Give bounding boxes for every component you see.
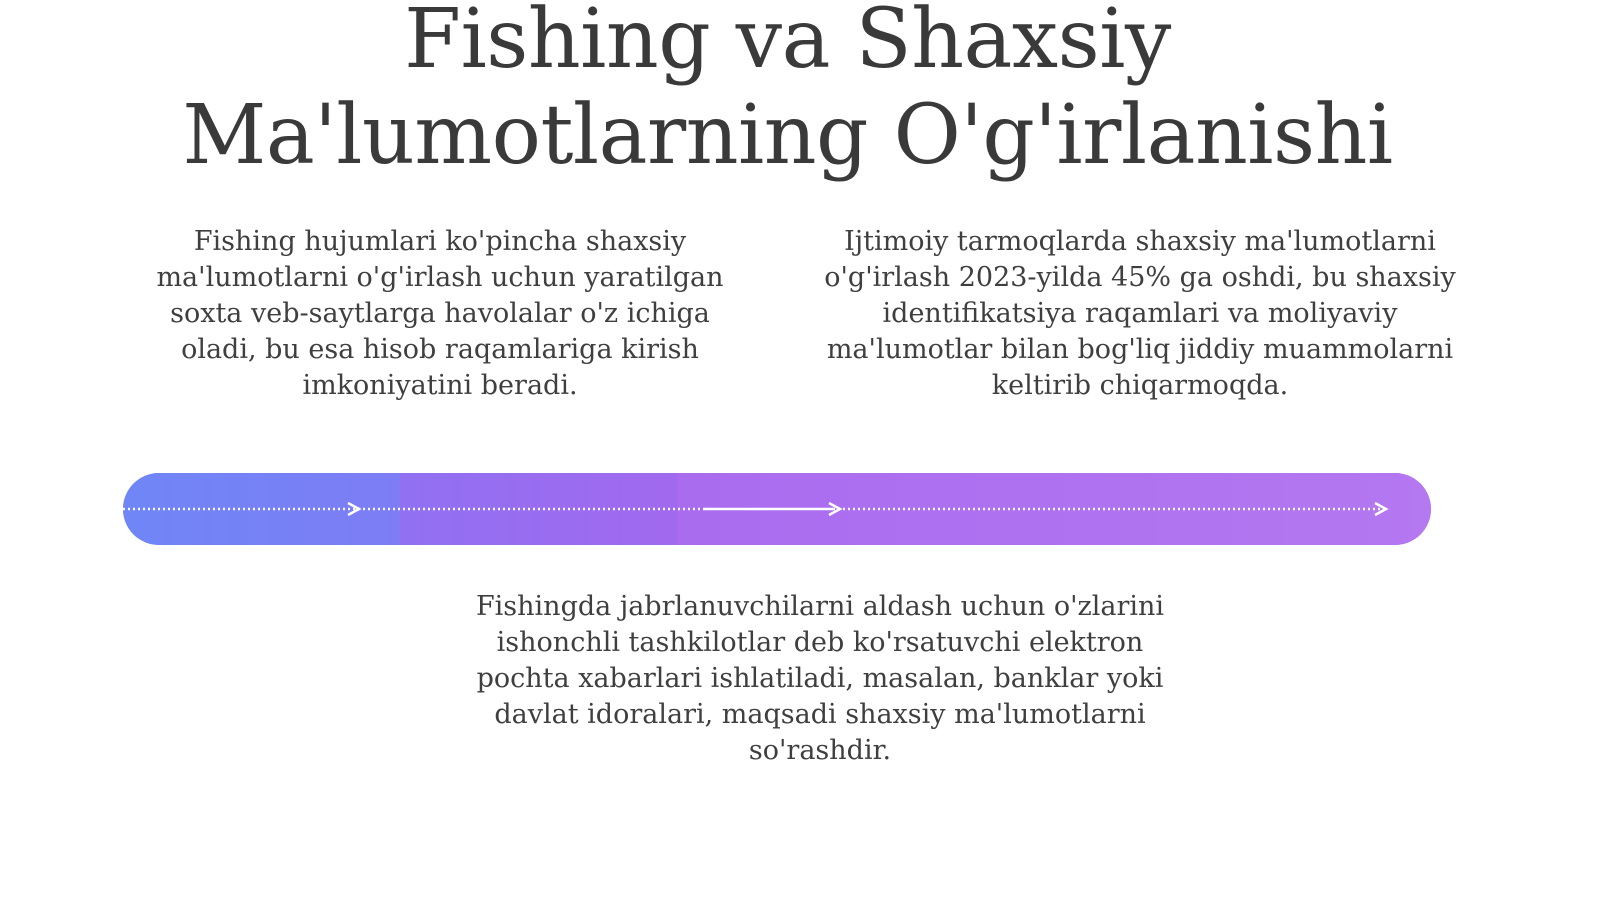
text-block-right: Ijtimoiy tarmoqlarda shaxsiy ma'lumotlarni o'g'irlash 2023-yilda 45% ga oshdi, bu shaxsiy identifikatsiya raqamlari va moliyaviy ma'lumotlar bilan bog'liq jiddiy muammolarni keltirib chiqarmoqda. (824, 226, 1456, 401)
page-title (0, 0, 1575, 184)
timeline-arrows (123, 473, 1431, 545)
text-block-bottom: Fishingda jabrlanuvchilarni aldash uchun o'zlarini ishonchli tashkilotlar deb ko'rsatuvchi elektron pochta xabarlari ishlatiladi, masalan, banklar yoki davlat idoralari, maqsadi shaxsiy ma'lumotlarni so'rashdir. (475, 591, 1165, 766)
title-line-1: Fishing va Shaxsiy (404, 0, 1171, 87)
text-block-left: Fishing hujumlari ko'pincha shaxsiy ma'lumotlarni o'g'irlash uchun yaratilgan soxta veb-saytlarga havolalar o'z ichiga oladi, bu esa hisob raqamlariga kirish imkoniyatini beradi. (156, 226, 724, 401)
timeline-bar (123, 473, 1431, 545)
title-line-2: Ma'lumotlarning O'g'irlanishi (182, 88, 1393, 183)
arrow-right-icon (1375, 503, 1386, 515)
